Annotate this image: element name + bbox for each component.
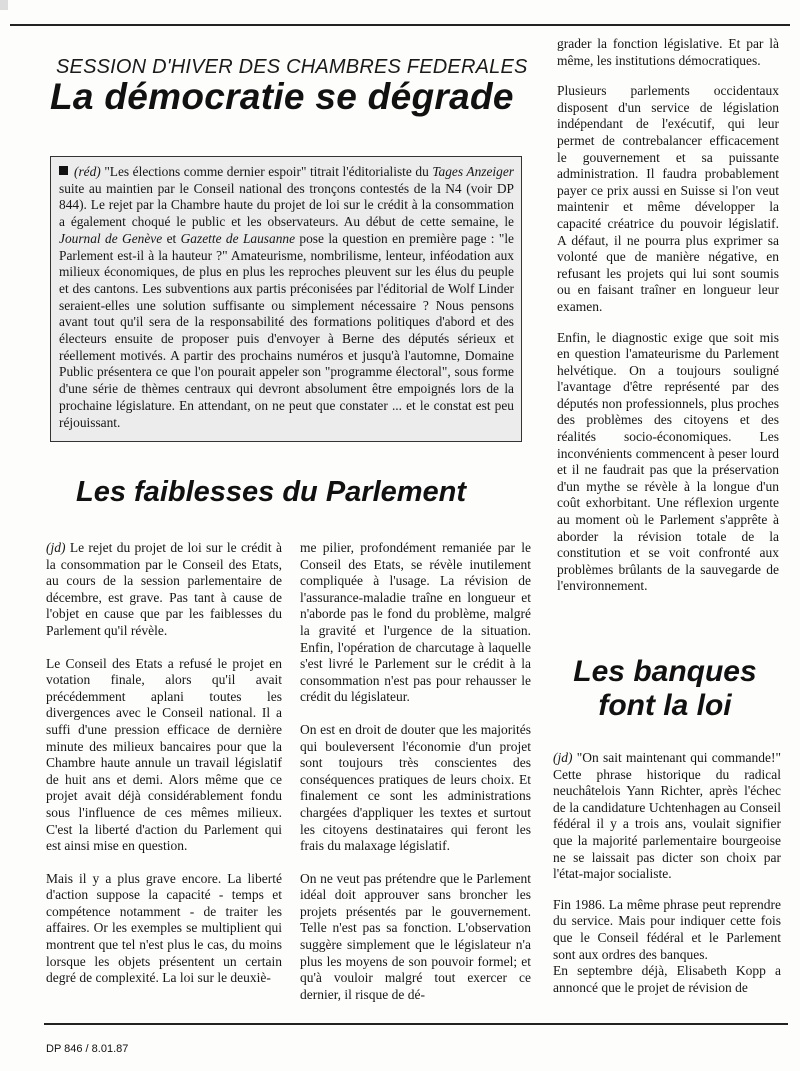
article-column-3 — [557, 36, 779, 609]
article-paragraph: (jd) Le rejet du projet de loi sur le crédit à la consommation par le Conseil des Etats, au cours de la session parlementaire de décembre, est grave. Pas tant à cause de l'objet en cause que par les faiblesses du Parlement qu'il révèle. — [46, 540, 282, 638]
article-paragraph: me pilier, profondément remaniée par le Conseil des Etats, se révèle inutilement compliquée à l'usage. La révision de l'assurance-maladie traîne en longueur et n'aborde pas le fond du problème, malgré la gravité et l'urgence de la situation. Enfin, l'opération de charcutage à laquelle s'est livré le Parlement sur le crédit à la consommation n'est pas pour rehausser le crédit du législateur. — [300, 540, 531, 705]
page-title: La démocratie se dégrade — [50, 76, 514, 117]
intro-paragraph: (réd) "Les élections comme dernier espoir" titrait l'éditorialiste du Tages Anzeiger suite au maintien par le Conseil national des tronçons contestés de la N4 (voir DP 844). Le rejet par la Chambre haute du projet de loi sur le crédit à la consommation a également choqué le public et les observateurs. Au début de cette semaine, le Journal de Genève et Gazette de Lausanne pose la question en première page : "le Parlement est-il à la hauteur ?" Amateurisme, nombrilisme, lenteur, inféodation aux milieux économiques, de plus en plus les reproches pleuvent sur les élus du peuple et des cantons. Les subventions aux partis préconisées par l'éditorial de Wolf Linder seraient-elles une solution suffisante ou simplement nécessaire ? Nous pensons avant tout qu'il sera de la responsabilité des formations politiques d'abord et des électeurs ensuite de proposer puis d'envoyer à Berne des députés sérieux et réellement motivés. A partir des prochains numéros et jusqu'à l'automne, Domaine Public présentera ce que l'on pourait appeler son "programme électoral", sous forme d'une série de thèmes centraux qui devront absolument être empoignés lors de la prochaine législature. En attendant, on ne peut que constater ... et le constat est peu réjouissant. — [59, 164, 515, 430]
article-paragraph: (jd) "On sait maintenant qui commande!" Cette phrase historique du radical neuchâtelois Yann Richter, après l'échec de la candidature Uchtenhagen au Conseil fédéral il y a trois ans, voulait signifier que la majorité parlementaire bourgeoise ne se laissait pas dicter son choix par l'état-major socialiste. — [553, 750, 781, 882]
top-rule — [10, 24, 790, 26]
editorial-intro-box — [50, 156, 522, 442]
author-tag: (jd) — [553, 750, 573, 765]
source-name: Gazette de Lausanne — [180, 230, 296, 246]
kicker: SESSION D'HIVER DES CHAMBRES FEDERALES — [56, 56, 528, 78]
article-paragraph: Plusieurs parlements occidentaux disposent d'un service de législation indépendant de l'exécutif, qui leur permet de contrebalancer efficacement le gouvernement et sa puissante administration. Il faudra probablement payer ce prix aussi en Suisse si l'on veut maintenir et même développer la capacité créatrice du pouvoir législatif. A défaut, il ne pourra plus exprimer sa volonté que de manière négative, en refusant les projets qui lui sont soumis ou en faisant traîner en longueur leur examen. — [557, 83, 779, 314]
source-name: Tages Anzeiger — [432, 164, 514, 179]
author-tag: (jd) — [46, 540, 66, 555]
source-name: Journal de Genève — [59, 230, 163, 246]
article-paragraph: Fin 1986. La même phrase peut reprendre du service. Mais pour indiquer cette fois que le Conseil fédéral et le Parlement sont aux ordres des banques. — [553, 896, 781, 962]
bullet-square-icon — [59, 166, 68, 175]
issue-footer: DP 846 / 8.01.87 — [46, 1043, 129, 1055]
article-paragraph: On ne veut pas prétendre que le Parlement idéal doit approuver sans broncher les projets présentés par le gouvernement. Telle n'est pas sa fonction. L'observation suggère simplement que le législateur n'a plus les moyens de son pouvoir formel; et qu'à vouloir malgré tout exercer ce dernier, il risque de dé- — [300, 870, 531, 1002]
author-tag: (réd) — [74, 164, 101, 179]
article-paragraph: Mais il y a plus grave encore. La liberté d'action suppose la capacité - temps et compétence notamment - de traiter les affaires. Or les exemples se multiplient qui montrent que tel n'est plus le cas, du moins lorsque les objets présentent un certain degré de complexité. La loi sur le deuxiè- — [46, 870, 282, 986]
article-paragraph: Le Conseil des Etats a refusé le projet en votation finale, alors qu'il avait précédemment aplani toutes les divergences avec le Conseil national. Il a suffi d'une pression efficace de dernière minute des milieux bancaires pour que la Chambre haute annule un travail législatif de huit ans et demi. Alors même que ce projet avait déjà considérablement fondu sous l'influence de ces mêmes milieux. C'est la liberté d'action du Parlement qui est ainsi mise en question. — [46, 655, 282, 854]
article-paragraph: Enfin, le diagnostic exige que soit mis en question l'amateurisme du Parlement helvétique. On a toujours souligné l'avantage d'être représenté par des députés non professionnels, plus proches des problèmes des citoyens et des réalités socio-économiques. Les inconvénients commencent à peser lourd et il ne faudrait pas que la préservation d'un mythe se révèle à la longue d'un coût exhorbitant. Une réflexion urgente au moment où le Parlement s'apprête à aborder la révision totale de la constitution et se voit confronté aux problèmes brûlants de la sauvegarde de l'environnement. — [557, 329, 779, 594]
article-paragraph: En septembre déjà, Elisabeth Kopp a annoncé que le projet de révision de — [553, 963, 781, 995]
bottom-rule — [44, 1023, 788, 1025]
article-title: Les faiblesses du Parlement — [76, 476, 467, 508]
scan-edge — [0, 0, 8, 10]
article-paragraph: grader la fonction législative. Et par là même, les institutions démocratiques. — [557, 36, 779, 68]
article-column-2 — [300, 540, 531, 1019]
article-column-banks — [553, 750, 781, 1010]
article-column-1 — [46, 540, 282, 1003]
article-title: Les banques font la loi — [573, 655, 757, 722]
article-paragraph: On est en droit de douter que les majorités qui bouleversent l'économie d'un projet sont toujours très conscientes des conséquences pratiques de leurs choix. Et finalement ce sont les administrations chargées d'appliquer les textes et surtout les citoyens destinataires qui feront les frais du malaxage législatif. — [300, 721, 531, 854]
